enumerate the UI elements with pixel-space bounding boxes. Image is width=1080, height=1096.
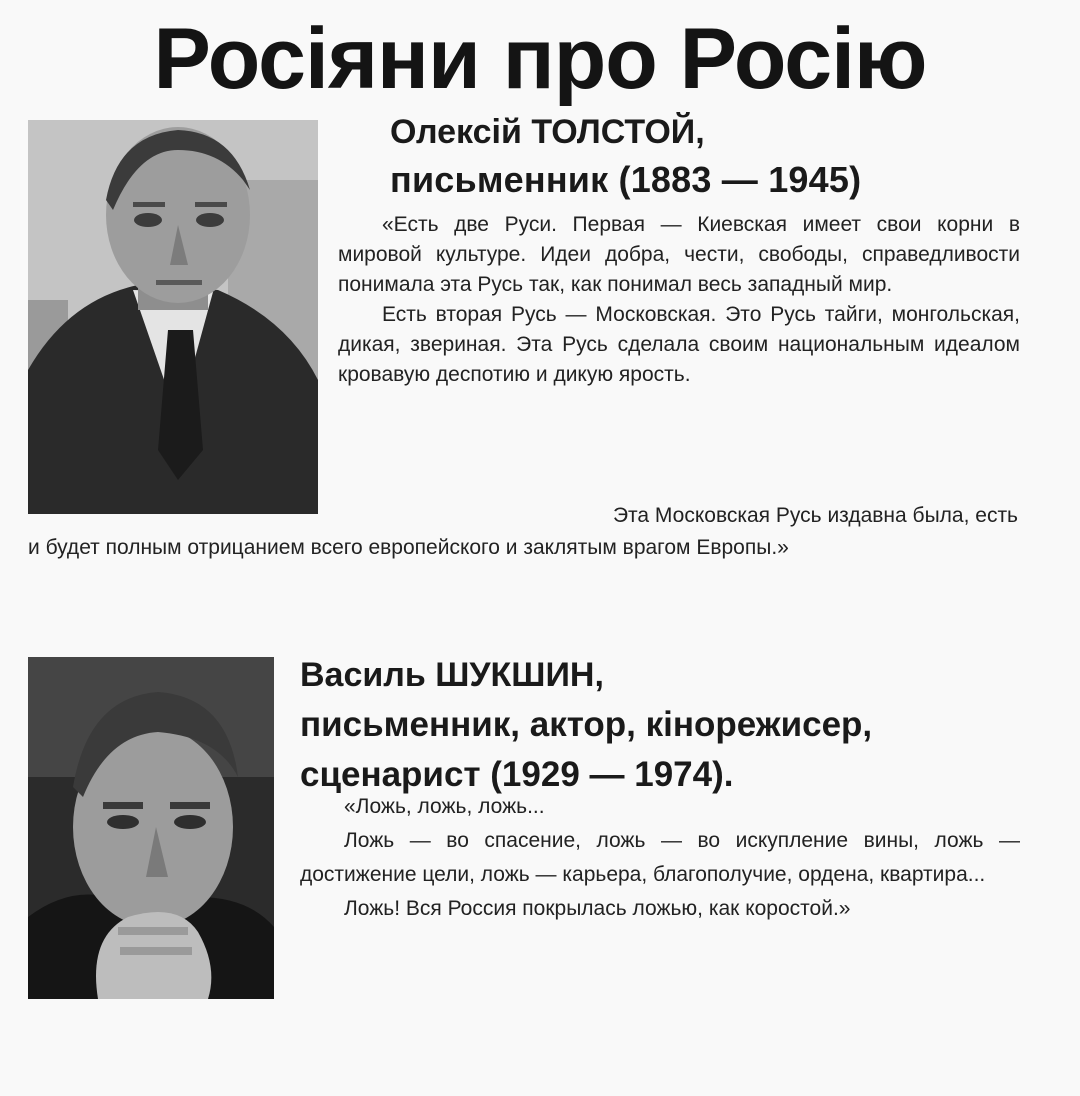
tolstoy-heading [390, 108, 1030, 204]
page-title: Росіяни про Росію [153, 11, 927, 107]
shukshin-name: Василь ШУКШИН, [300, 656, 604, 694]
shukshin-role-line-2: сценарист (1929 — 1974). [300, 755, 734, 794]
tolstoy-quote [338, 210, 1020, 390]
tolstoy-quote-paragraph-2: Есть вторая Русь — Московская. Это Русь тайги, монгольская, дикая, звериная. Эта Русь сделала своим национальным идеалом кровавую деспотию и дикую ярость. [338, 303, 1020, 386]
shukshin-quote-paragraph-3: Ложь! Вся Россия покрылась ложью, как коростой.» [344, 897, 851, 920]
tolstoy-quote-paragraph-1: «Есть две Руси. Первая — Киевская имеет свои корни в мировой культуре. Идеи добра, чести, свободы, справедливости понимала эта Русь так, как понимал весь западный мир. [338, 213, 1020, 296]
shukshin-heading [300, 650, 1030, 800]
tolstoy-quote-continuation [28, 500, 1020, 564]
tolstoy-quote-paragraph-3-start: Эта Московская Русь издавна была, есть [612, 504, 1018, 527]
tolstoy-quote-paragraph-3-end: и будет полным отрицанием всего европейского и заклятым врагом Европы.» [28, 536, 789, 559]
shukshin-quote-paragraph-1: «Ложь, ложь, ложь... [344, 795, 545, 818]
tolstoy-portrait [28, 120, 318, 514]
shukshin-quote-paragraph-2: Ложь — во спасение, ложь — во искупление вины, ложь — достижение цели, ложь — карьера, благополучие, ордена, квартира... [300, 829, 1020, 886]
shukshin-quote [300, 790, 1020, 926]
tolstoy-name: Олексій ТОЛСТОЙ, [390, 113, 705, 151]
shukshin-role-line-1: письменник, актор, кінорежисер, [300, 705, 873, 744]
tolstoy-role: письменник (1883 — 1945) [390, 159, 862, 200]
shukshin-portrait [28, 657, 274, 999]
